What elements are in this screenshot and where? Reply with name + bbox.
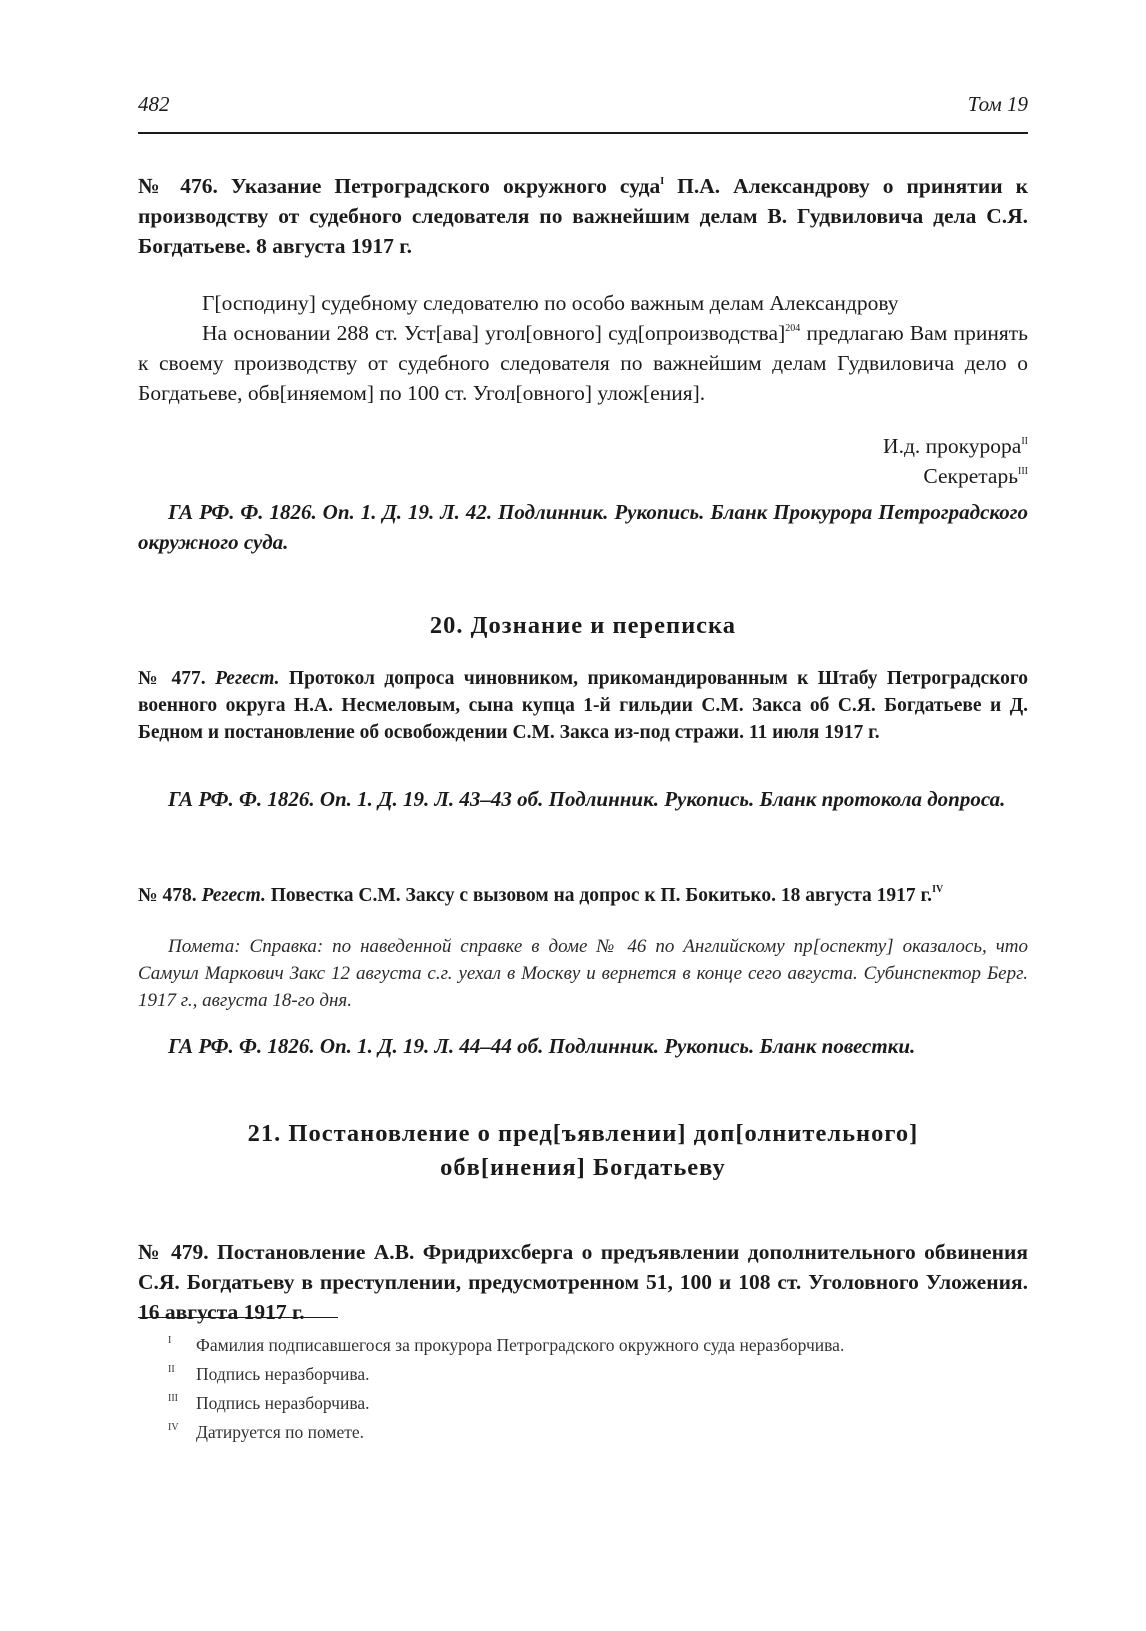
section-20-heading: 20. Дознание и переписка: [429, 612, 737, 639]
footnote-mark: III: [168, 1393, 178, 1404]
footnote-text: Фамилия подписавшегося за прокурора Петроградского окружного суда неразборчива.: [196, 1335, 845, 1355]
doc-476-body: [138, 288, 1028, 408]
signature-prosecutor: И.д. прокурора$^{II}$: [883, 434, 1028, 458]
book-page: [138, 0, 1028, 1631]
footnote-ref[interactable]: I: [660, 176, 665, 187]
footnote-item: [138, 1418, 1028, 1447]
footnote-item: [138, 1360, 1028, 1389]
doc-479-title: № 479. Постановление А.В. Фридрихсберга о предъявлении дополнительного обвинения С.Я. Богдатьеву в преступлении, предусмотренном 51, 100 и 108 ст. Уголовного Уложения. 16 августа 1917 г.: [138, 1240, 1028, 1324]
footnote-mark: IV: [168, 1422, 179, 1433]
doc-477-archive-ref: ГА РФ. Ф. 1826. Оп. 1. Д. 19. Л. 43–43 об. Подлинник. Рукопись. Бланк протокола допроса.: [168, 787, 1006, 811]
footnote-item: [138, 1331, 1028, 1360]
doc-478-regest: № 478. Регест. Повестка С.М. Заксу с вызовом на допрос к П. Бокитько. 18 августа 1917 г.$^{IV}$: [138, 884, 944, 906]
endnote-ref[interactable]: 204: [785, 323, 801, 334]
header-divider: [138, 132, 1028, 134]
doc-476-title: № 476. Указание Петроградского окружного суда$^I$ П.А. Александрову о принятии к производству от судебного следователя по важнейшим делам В. Гудвиловича дела С.Я. Богдатьеве. 8 августа 1917 г.: [138, 174, 1028, 258]
doc-476-address: Г[осподину] судебному следователю по особо важным делам Александрову: [202, 291, 899, 315]
footnote-ref[interactable]: IV: [932, 884, 944, 895]
running-header: [138, 92, 1028, 126]
footnote-item: [138, 1389, 1028, 1418]
doc-476-text: На основании 288 ст. Уст[ава] угол[овного] суд[опроизводства]$^{204}$ предлагаю Вам принять к своему производству от судебного следователя по важнейшим делам Гудвиловича дело о Богдатьеве, обв[иняемом] по 100 ст. Угол[овного] улож[ения].: [138, 321, 1028, 405]
section-21-heading: 21. Постановление о пред[ъявлении] доп[олнительного] обв[инения] Богдатьеву: [247, 1120, 919, 1181]
footnote-text: Подпись неразборчива.: [196, 1393, 370, 1413]
footnotes: [138, 1331, 1028, 1447]
footnote-mark: I: [168, 1335, 172, 1346]
footnote-ref[interactable]: III: [1018, 466, 1028, 477]
footnote-ref[interactable]: II: [1021, 436, 1028, 447]
signature-secretary: Секретарь$^{III}$: [923, 464, 1028, 488]
volume-label: Том 19: [967, 92, 1028, 116]
footnote-text: Датируется по помете.: [196, 1422, 365, 1442]
doc-477-regest: № 477. Регест. Протокол допроса чиновником, прикомандированным к Штабу Петроградского военного округа Н.А. Несмеловым, сына купца 1-й гильдии С.М. Закса об С.Я. Богдатьеве и Д. Бедном и постановление об освобождении С.М. Закса из-под стражи. 11 июля 1917 г.: [138, 668, 1028, 743]
footnote-mark: II: [168, 1364, 175, 1375]
doc-478-note: Помета: Справка: по наведенной справке в доме № 46 по Английскому пр[оспекту] оказалось, что Самуил Маркович Закс 12 августа с.г. уехал в Москву и вернется в конце сего августа. Субинспектор Берг. 1917 г., августа 18-го дня.: [138, 936, 1028, 1011]
page-number: 482: [138, 92, 170, 116]
footnote-divider: [138, 1317, 338, 1318]
doc-476-archive-ref: ГА РФ. Ф. 1826. Оп. 1. Д. 19. Л. 42. Подлинник. Рукопись. Бланк Прокурора Петроградского окружного суда.: [138, 500, 1028, 554]
footnote-text: Подпись неразборчива.: [196, 1364, 370, 1384]
doc-478-archive-ref: ГА РФ. Ф. 1826. Оп. 1. Д. 19. Л. 44–44 об. Подлинник. Рукопись. Бланк повестки.: [168, 1034, 916, 1058]
